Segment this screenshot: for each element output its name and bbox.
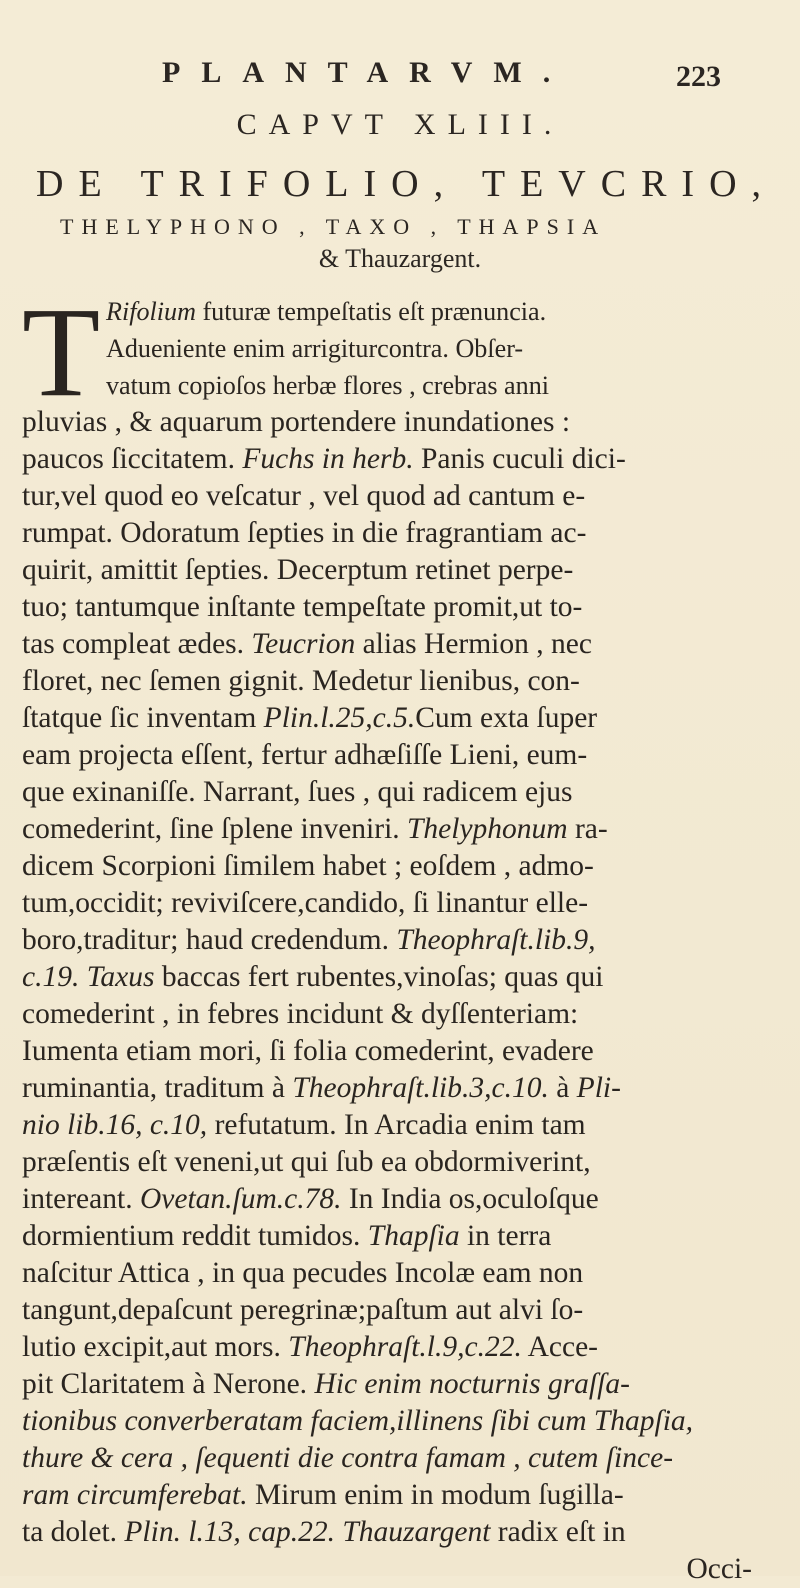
text-line bbox=[22, 1477, 752, 1514]
text-segment: pluvias , & aquarum portendere inundationes : bbox=[22, 406, 571, 438]
italic-reference: tionibus converberatam faciem,illinens ſibi cum Thapſia, bbox=[22, 1405, 694, 1437]
text-segment: Mirum enim in modum ſugilla- bbox=[247, 1479, 624, 1511]
text-segment: præſentis eſt veneni,ut qui ſub ea obdormiverint, bbox=[22, 1146, 591, 1178]
text-segment: ſtatque ſic inventam bbox=[22, 702, 264, 734]
text-segment: floret, nec ſemen gignit. Medetur lienibus, con- bbox=[22, 665, 580, 697]
italic-reference: Theophraſt.lib.3,c.10. bbox=[292, 1072, 549, 1104]
text-line bbox=[22, 848, 752, 885]
text-segment: pit Claritatem à Nerone. bbox=[22, 1368, 315, 1400]
text-line bbox=[22, 1033, 752, 1070]
text-line bbox=[22, 700, 752, 737]
italic-reference: Theophraſt.l.9,c.22. bbox=[288, 1331, 522, 1363]
text-line bbox=[22, 1292, 752, 1329]
italic-reference: nio lib.16, c.10, bbox=[22, 1109, 208, 1141]
text-segment: comederint, ſine ſplene inveniri. bbox=[22, 813, 408, 845]
text-line bbox=[22, 330, 752, 367]
text-segment: Panis cuculi dici- bbox=[413, 443, 626, 475]
italic-reference: Plin. l.13, cap.22. Thauzargent bbox=[124, 1516, 491, 1548]
italic-reference: thure & cera , ſequenti die contra famam , cutem ſince- bbox=[22, 1442, 674, 1474]
text-segment: futuræ tempeſtatis eſt prænuncia. bbox=[195, 297, 547, 326]
text-segment: tur,vel quod eo veſcatur , vel quod ad cantum e- bbox=[22, 480, 586, 512]
text-segment: naſcitur Attica , in qua pecudes Incolæ eam non bbox=[22, 1257, 584, 1289]
text-line bbox=[22, 515, 752, 552]
text-line bbox=[22, 589, 752, 626]
running-head: PLANTARVM. bbox=[162, 56, 572, 89]
text-segment: rumpat. Odoratum ſepties in die fragrantiam ac- bbox=[22, 517, 587, 549]
text-segment: refutatum. In Arcadia enim tam bbox=[207, 1109, 586, 1141]
text-line bbox=[22, 1255, 752, 1292]
text-segment: que exinaniſſe. Narrant, ſues , qui radicem ejus bbox=[22, 776, 573, 808]
text-segment: tas compleat ædes. bbox=[22, 628, 252, 660]
text-line bbox=[22, 441, 752, 478]
text-segment: eam projecta eſſent, fertur adhæſiſſe Lieni, eum- bbox=[22, 739, 588, 771]
text-segment: tangunt,depaſcunt peregrinæ;paſtum aut alvi ſo- bbox=[22, 1294, 584, 1326]
text-line bbox=[22, 552, 752, 589]
text-segment: Iumenta etiam mori, ſi folia comederint, evadere bbox=[22, 1035, 594, 1067]
italic-reference: Rifolium bbox=[106, 297, 196, 326]
text-segment: ta dolet. bbox=[22, 1516, 125, 1548]
text-segment: tuo; tantumque inſtante tempeſtate promit,ut to- bbox=[22, 591, 583, 623]
text-line bbox=[22, 1218, 752, 1255]
catchword bbox=[22, 1551, 752, 1588]
chapter-title-line-2: THELYPHONO , TAXO , THAPSIA bbox=[60, 214, 607, 239]
text-segment: alias Hermion , nec bbox=[355, 628, 592, 660]
text-segment: ra- bbox=[567, 813, 608, 845]
italic-reference: c.19. Taxus bbox=[22, 961, 155, 993]
body-text bbox=[22, 281, 752, 1588]
text-segment: comederint , in febres incidunt & dyſſenteriam: bbox=[22, 998, 579, 1030]
text-line bbox=[22, 1181, 752, 1218]
text-segment: boro,traditur; haud credendum. bbox=[22, 924, 397, 956]
text-segment: Cum exta ſuper bbox=[415, 702, 598, 734]
text-segment: intereant. bbox=[22, 1183, 140, 1215]
text-line bbox=[22, 367, 752, 404]
text-line bbox=[22, 1144, 752, 1181]
text-segment: Acce- bbox=[521, 1331, 598, 1363]
text-segment: Adueniente enim arrigiturcontra. Obſer- bbox=[106, 334, 524, 363]
italic-reference: ram circumferebat. bbox=[22, 1479, 248, 1511]
text-segment: à bbox=[548, 1072, 577, 1104]
text-line bbox=[22, 404, 752, 441]
italic-reference: Ovetan.ſum.c.78. bbox=[139, 1183, 342, 1215]
text-line bbox=[22, 996, 752, 1033]
text-line bbox=[22, 293, 752, 330]
text-segment: paucos ſiccitatem. bbox=[22, 443, 243, 475]
text-line bbox=[22, 1329, 752, 1366]
page-number: 223 bbox=[676, 60, 721, 93]
text-line bbox=[22, 885, 752, 922]
text-segment: radix eſt in bbox=[490, 1516, 626, 1548]
text-segment: ruminantia, traditum à bbox=[22, 1072, 293, 1104]
italic-reference: Fuchs in herb. bbox=[242, 443, 414, 475]
chapter-heading: CAPVT XLIII. bbox=[236, 108, 564, 141]
text-line bbox=[22, 774, 752, 811]
italic-reference: Thelyphonum bbox=[407, 813, 568, 845]
text-line bbox=[22, 922, 752, 959]
page-header bbox=[0, 50, 800, 100]
text-line bbox=[22, 1440, 752, 1477]
text-segment: dicem Scorpioni ſimilem habet ; eoſdem , admo- bbox=[22, 850, 594, 882]
text-line bbox=[22, 811, 752, 848]
italic-reference: Plin.l.25,c.5. bbox=[263, 702, 416, 734]
chapter-title-line-1: DE TRIFOLIO, TEVCRIO, bbox=[36, 163, 777, 205]
text-segment: dormientium reddit tumidos. bbox=[22, 1220, 368, 1252]
text-segment: lutio excipit,aut mors. bbox=[22, 1331, 289, 1363]
drop-cap: T bbox=[22, 281, 101, 423]
italic-reference: Teucrion bbox=[251, 628, 356, 660]
text-segment: baccas fert rubentes,vinoſas; quas qui bbox=[154, 961, 604, 993]
chapter-title-line-3: & Thauzargent. bbox=[318, 244, 482, 273]
text-segment: in terra bbox=[459, 1220, 552, 1252]
text-line bbox=[22, 478, 752, 515]
text-segment: In India os,oculoſque bbox=[341, 1183, 599, 1215]
italic-reference: Hic enim nocturnis graſſa- bbox=[314, 1368, 630, 1400]
text-line bbox=[22, 663, 752, 700]
italic-reference: Theophraſt.lib.9, bbox=[396, 924, 596, 956]
text-line bbox=[22, 626, 752, 663]
text-line bbox=[22, 959, 752, 996]
text-segment: vatum copioſos herbæ flores , crebras anni bbox=[106, 371, 550, 400]
text-line bbox=[22, 1366, 752, 1403]
text-segment: quirit, amittit ſepties. Decerptum retinet perpe- bbox=[22, 554, 574, 586]
italic-reference: Pli- bbox=[576, 1072, 621, 1104]
text-line bbox=[22, 1514, 752, 1551]
text-segment: tum,occidit; reviviſcere,candido, ſi linantur elle- bbox=[22, 887, 589, 919]
text-line bbox=[22, 1403, 752, 1440]
text-line bbox=[22, 737, 752, 774]
italic-reference: Thapſia bbox=[367, 1220, 460, 1252]
text-line bbox=[22, 1070, 752, 1107]
text-line bbox=[22, 1107, 752, 1144]
text-segment: Occi- bbox=[686, 1553, 752, 1585]
